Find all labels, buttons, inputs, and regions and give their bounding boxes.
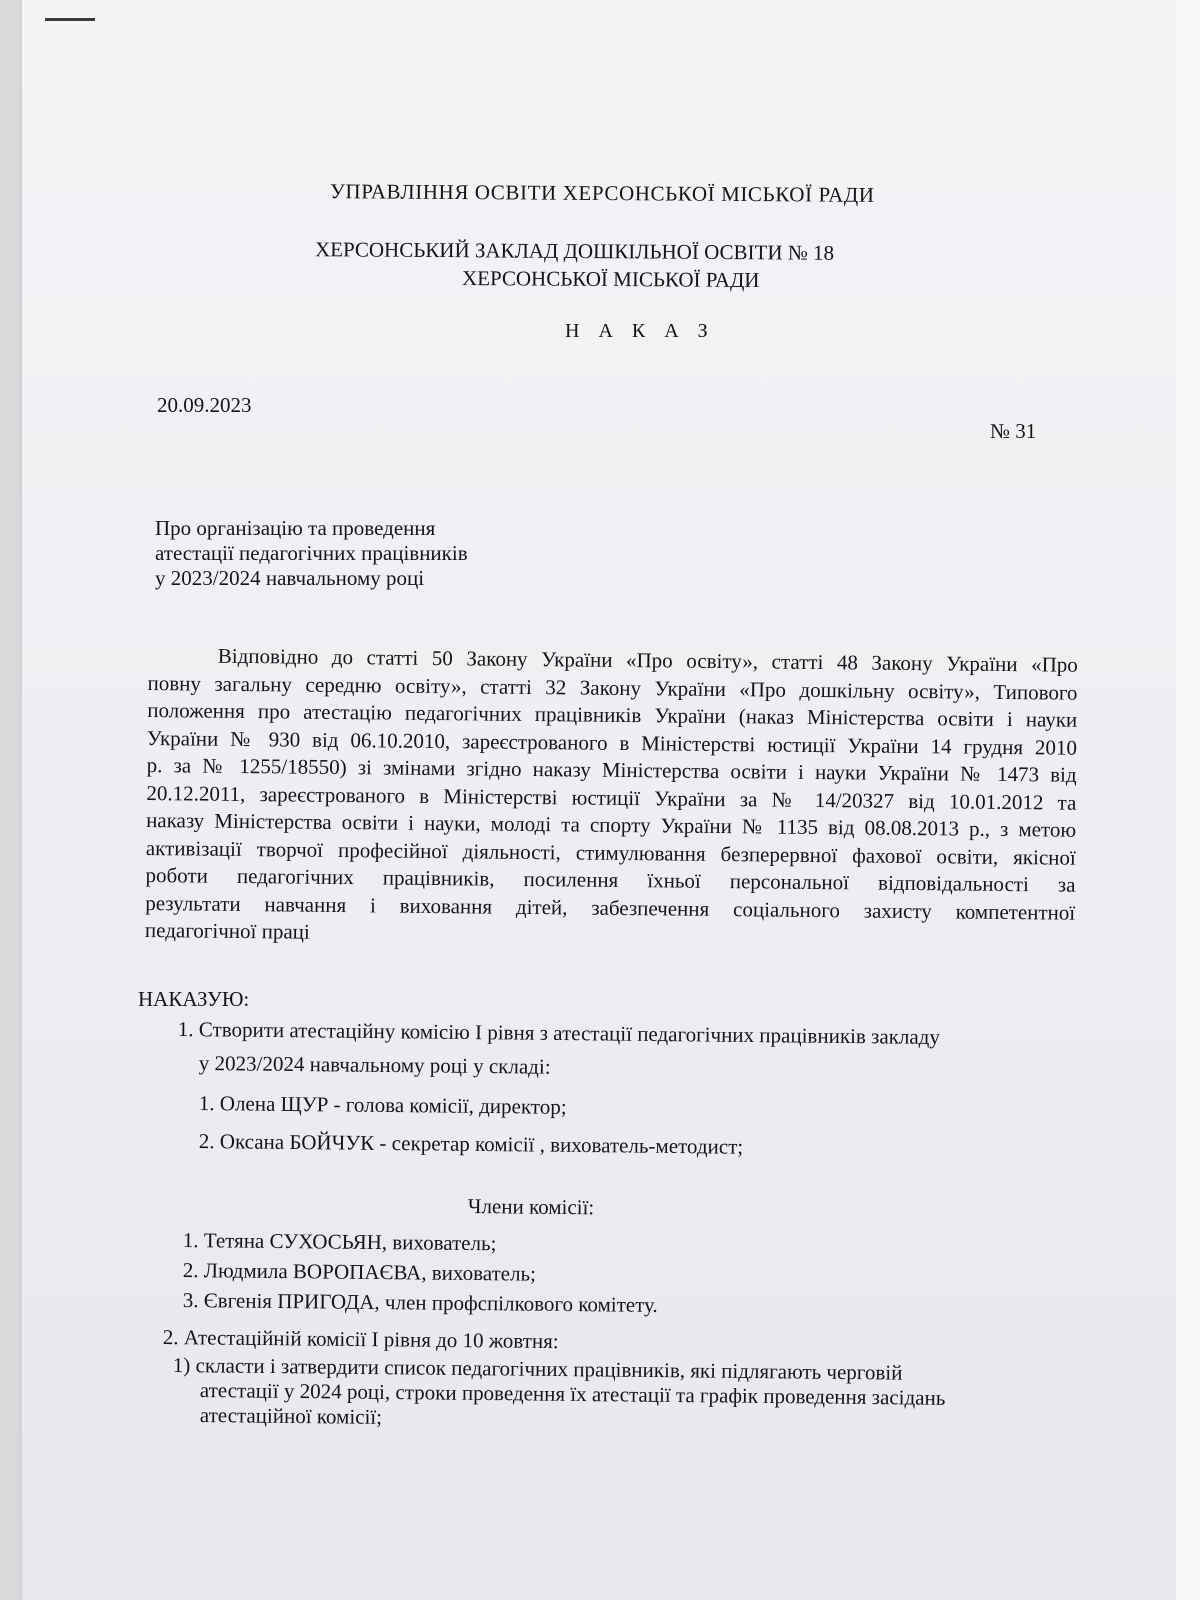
item2-line1: 2. Атестаційній комісії І рівня до 10 жовтня: xyxy=(162,1325,559,1354)
subject-line: у 2023/2024 навчальному році xyxy=(155,566,425,590)
item1-line1: 1. Створити атестаційну комісію І рівня з атестації педагогічних працівників закладу xyxy=(177,1016,941,1049)
preamble-line: наказу Міністерства освіти і науки, молоді та спорту України № 1135 від 08.08.2013 р., з метою xyxy=(146,807,1077,842)
item1-line2: у 2023/2024 навчальному році у складі: xyxy=(198,1051,551,1079)
page-edge xyxy=(1176,0,1200,1600)
preamble-line: положення про атестацію педагогічних працівників України (наказ Міністерства освіти і науки xyxy=(147,697,1078,732)
preamble-line: повну загальну середню освіту», статті 32 Закону України «Про дошкільну освіту», Типового xyxy=(147,670,1078,705)
preamble-paragraph xyxy=(145,642,1078,954)
order-subject xyxy=(155,516,468,591)
preamble-line: р. за № 1255/18550) зі змінами згідно наказу Міністерства освіти і науки України № 1473 від xyxy=(146,752,1077,787)
preamble-line: педагогічної праці xyxy=(144,917,310,944)
subject-line: Про організацію та проведення xyxy=(155,516,436,540)
institution-header-line1: ХЕРСОНСЬКИЙ ЗАКЛАД ДОШКІЛЬНОЇ ОСВІТИ № 18 xyxy=(314,237,835,265)
member-item: 1. Тетяна СУХОСЬЯН, вихователь; xyxy=(182,1228,497,1256)
preamble-line: Відповідно до статті 50 Закону України «Про освіту», статті 48 Закону України «Про xyxy=(217,643,1078,677)
preamble-line: України № 930 від 06.10.2010, зареєстрованого в Міністерстві юстиції України 14 грудня 2010 xyxy=(146,725,1078,760)
commission-secretary: 2. Оксана БОЙЧУК - секретар комісії , вихователь-методист; xyxy=(198,1129,744,1159)
members-title: Члени комісії: xyxy=(467,1194,595,1220)
item2-sub1-line1: 1) скласти і затвердити список педагогічних працівників, які підлягають черговій xyxy=(172,1353,903,1385)
preamble-line: 20.12.2011, зареєстрованого в Міністерстві юстиції України за № 14/20327 від 10.01.2012 та xyxy=(146,780,1077,815)
member-item: 3. Євгенія ПРИГОДА, член профспілкового комітету. xyxy=(182,1288,658,1317)
subject-line: атестації педагогічних працівників xyxy=(155,541,468,565)
preamble-line: роботи педагогічних працівників, посилення їхньої персональної відповідальності за xyxy=(145,862,1076,897)
scan-mark xyxy=(45,18,95,21)
preamble-line: активізації творчої професійної діяльності, стимулювання безперервної фахової освіти, якісної xyxy=(145,835,1076,870)
order-number: № 31 xyxy=(990,419,1037,443)
order-directive-word: НАКАЗУЮ: xyxy=(138,987,250,1011)
item2-sub1-line3: атестаційної комісії; xyxy=(199,1403,383,1429)
institution-header-line2: ХЕРСОНСЬКОЇ МІСЬКОЇ РАДИ xyxy=(461,265,760,293)
order-date: 20.09.2023 xyxy=(157,393,252,417)
commission-head: 1. Олена ЩУР - голова комісії, директор; xyxy=(198,1091,567,1119)
department-header: УПРАВЛІННЯ ОСВІТИ ХЕРСОНСЬКОЇ МІСЬКОЇ РАДИ xyxy=(329,179,875,207)
document-type-title: Н А К А З xyxy=(565,320,715,342)
member-item: 2. Людмила ВОРОПАЄВА, вихователь; xyxy=(182,1258,537,1286)
preamble-line: результати навчання і виховання дітей, забезпечення соціального захисту компетентної xyxy=(145,890,1076,925)
item2-sub1-line2: атестації у 2024 році, строки проведення їх атестації та графік проведення засідань xyxy=(199,1378,946,1410)
